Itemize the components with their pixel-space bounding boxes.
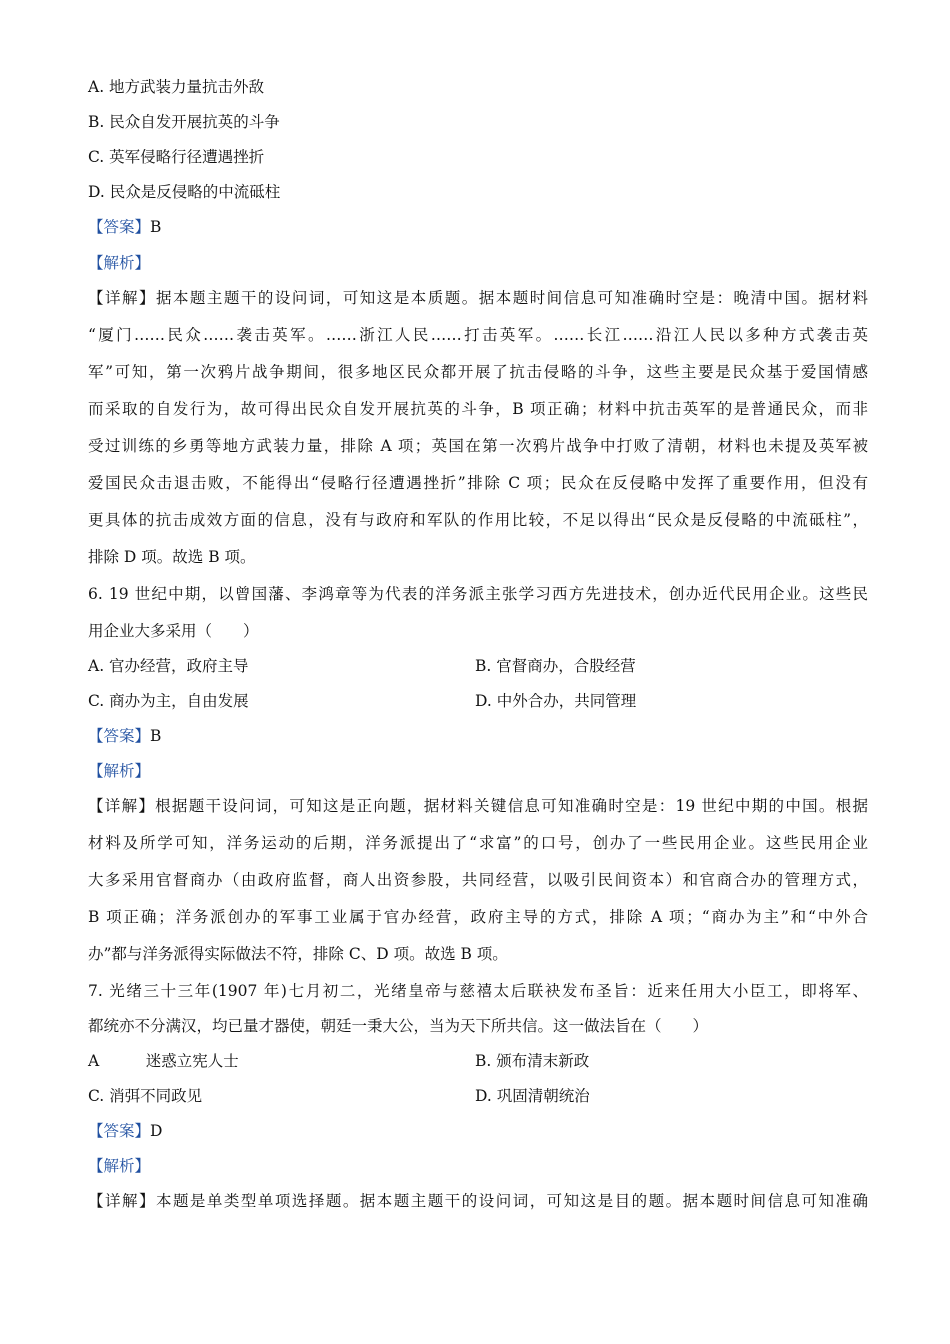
detail-label: 【详解】 bbox=[88, 1192, 156, 1210]
q6-stem-line: 6. 19 世纪中期，以曾国藩、李鸿章等为代表的洋务派主张学习西方先进技术，创办近代民用企业。这些民 bbox=[88, 585, 868, 603]
q7-stem-line: 7. 光绪三十三年(1907 年)七月初二，光绪皇帝与慈禧太后联袂发布圣旨：近来任用大小臣工，即将军、 bbox=[88, 982, 868, 1000]
q5-detail-line: 更具体的抗击成效方面的信息，没有与政府和军队的作用比较，不足以得出“民众是反侵略的中流砥柱”， bbox=[88, 511, 868, 529]
q7-option-b: B. 颁布清末新政 bbox=[475, 1052, 590, 1070]
q5-detail-line: 爱国民众击退击败，不能得出“侵略行径遭遇挫折”排除 C 项；民众在反侵略中发挥了重要作用，但没有 bbox=[88, 474, 868, 492]
q6-analysis-label: 【解析】 bbox=[88, 762, 151, 780]
q5-analysis-label: 【解析】 bbox=[88, 254, 151, 272]
q7-answer bbox=[88, 1121, 868, 1141]
q6-detail-line: 大多采用官督商办（由政府监督，商人出资参股，共同经营，以吸引民间资本）和官商合办的管理方式， bbox=[88, 871, 868, 889]
answer-label: 【答案】 bbox=[88, 1122, 151, 1140]
q6-detail-line: 办”都与洋务派得实际做法不符，排除 C、D 项。故选 B 项。 bbox=[88, 945, 508, 963]
q5-option-c: C. 英军侵略行径遭遇挫折 bbox=[88, 148, 265, 166]
q5-detail-line bbox=[88, 288, 868, 308]
q6-option-a: A. 官办经营，政府主导 bbox=[88, 657, 249, 675]
detail-text: 本题是单类型单项选择题。据本题主题干的设问词，可知这是目的题。据本题时间信息可知准确 bbox=[155, 1192, 868, 1210]
q5-detail-line: 军”可知，第一次鸦片战争期间，很多地区民众都开展了抗击侵略的斗争，这些主要是民众基于爱国情感 bbox=[88, 363, 868, 381]
q5-option-d: D. 民众是反侵略的中流砥柱 bbox=[88, 183, 281, 201]
q5-detail-line: 受过训练的乡勇等地方武装力量，排除 A 项；英国在第一次鸦片战争中打败了清朝，材料也未提及英军被 bbox=[88, 437, 868, 455]
answer-label: 【答案】 bbox=[88, 727, 151, 745]
answer-value: B bbox=[150, 218, 162, 236]
q5-detail-line: “厦门……民众……袭击英军。……浙江人民……打击英军。……长江……沿江人民以多种方式袭击英 bbox=[88, 326, 868, 344]
detail-label: 【详解】 bbox=[88, 797, 156, 815]
q6-option-c: C. 商办为主，自由发展 bbox=[88, 692, 249, 710]
q6-detail-line: B 项正确；洋务派创办的军事工业属于官办经营，政府主导的方式，排除 A 项；“商办为主”和“中外合 bbox=[88, 908, 868, 926]
q5-detail-line: 而采取的自发行为，故可得出民众自发开展抗英的斗争，B 项正确；材料中抗击英军的是普通民众，而非 bbox=[88, 400, 868, 418]
q7-analysis-label: 【解析】 bbox=[88, 1157, 151, 1175]
q5-detail-line: 排除 D 项。故选 B 项。 bbox=[88, 548, 256, 566]
detail-label: 【详解】 bbox=[88, 289, 156, 307]
detail-text: 据本题主题干的设问词，可知这是本质题。据本题时间信息可知准确时空是：晚清中国。据材料 bbox=[155, 289, 868, 307]
answer-value: D bbox=[150, 1122, 163, 1140]
q5-option-a: A. 地方武装力量抗击外敌 bbox=[88, 78, 265, 96]
q6-detail-line bbox=[88, 796, 868, 816]
detail-text: 根据题干设问词，可知这是正向题，据材料关键信息可知准确时空是：19 世纪中期的中国。根据 bbox=[155, 797, 868, 815]
q6-answer bbox=[88, 726, 868, 746]
q7-option-d: D. 巩固清朝统治 bbox=[475, 1087, 590, 1105]
answer-value: B bbox=[150, 727, 162, 745]
answer-label: 【答案】 bbox=[88, 218, 151, 236]
q7-stem-line: 都统亦不分满汉，均已量才器使，朝廷一秉大公，当为天下所共信。这一做法旨在（ ） bbox=[88, 1017, 709, 1035]
q7-option-a: A 迷惑立宪人士 bbox=[88, 1052, 239, 1070]
q5-option-b: B. 民众自发开展抗英的斗争 bbox=[88, 113, 280, 131]
q6-option-b: B. 官督商办，合股经营 bbox=[475, 657, 636, 675]
q5-answer bbox=[88, 217, 868, 237]
q6-option-d: D. 中外合办，共同管理 bbox=[475, 692, 637, 710]
q7-option-c: C. 消弭不同政见 bbox=[88, 1087, 203, 1105]
q6-detail-line: 材料及所学可知，洋务运动的后期，洋务派提出了“求富”的口号，创办了一些民用企业。这些民用企业 bbox=[88, 834, 868, 852]
q7-detail-line bbox=[88, 1191, 868, 1211]
q6-stem-line: 用企业大多采用（ ） bbox=[88, 622, 259, 640]
